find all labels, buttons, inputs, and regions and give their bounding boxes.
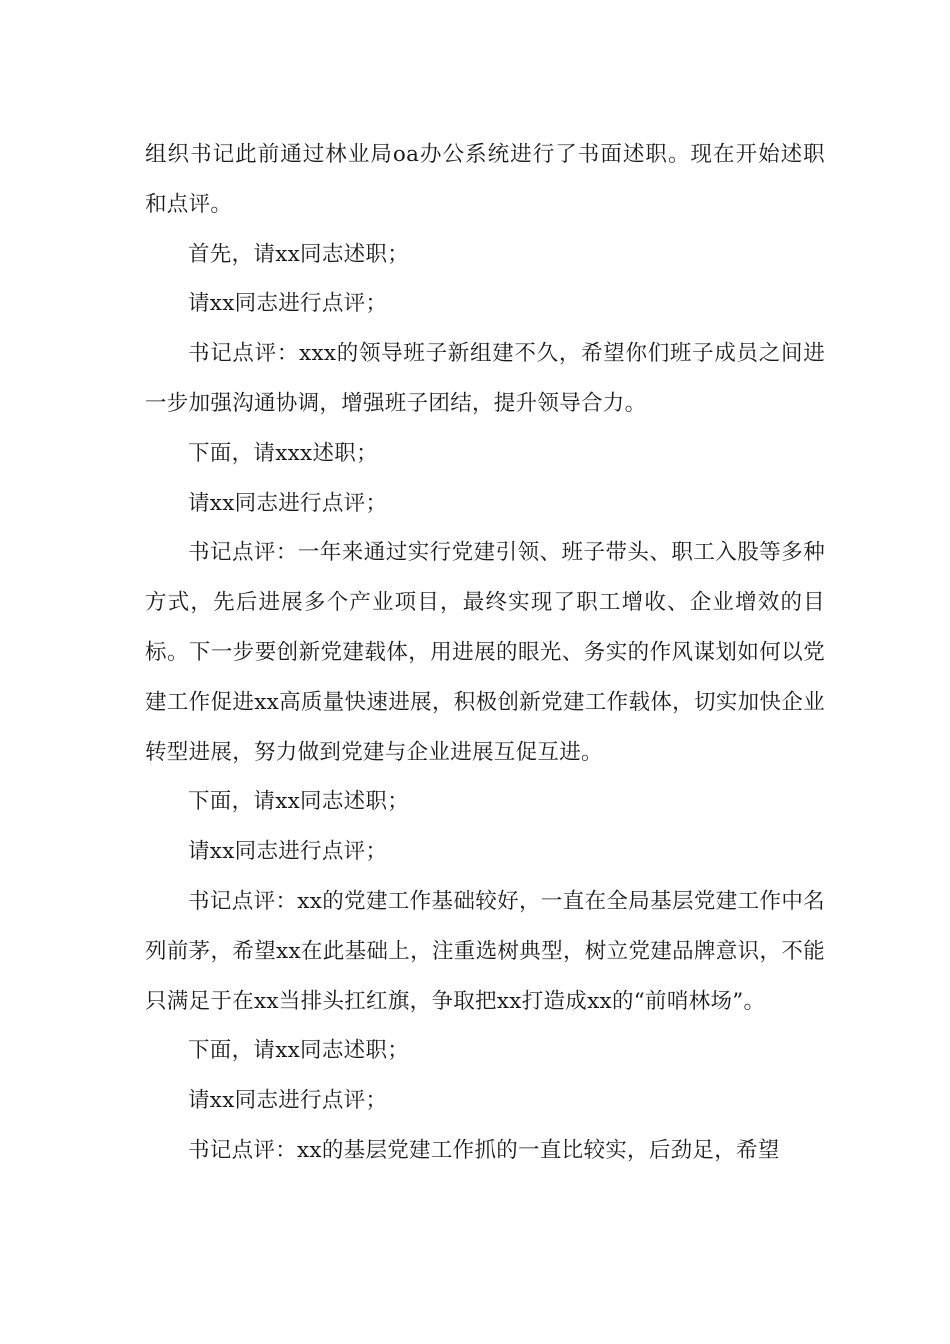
paragraph-7: 书记点评：一年来通过实行党建引领、班子带头、职工入股等多种方式，先后进展多个产业项目，最终实现了职工增收、企业增效的目标。下一步要创新党建载体，用进展的眼光、务实的作风谋划如何以党建工作促进xx高质量快速进展，积极创新党建工作载体，切实加快企业转型进展，努力做到党建与企业进展互促互进。	[145, 540, 825, 765]
paragraph-10: 书记点评：xx的党建工作基础较好，一直在全局基层党建工作中名列前茅，希望xx在此基础上，注重选树典型，树立党建品牌意识，不能只满足于在xx当排头扛红旗，争取把xx打造成xx的“前哨林场”。	[145, 888, 825, 1014]
paragraph-13: 书记点评：xx的基层党建工作抓的一直比较实，后劲足，希望	[188, 1137, 780, 1163]
paragraph-4: 书记点评：xxx的领导班子新组建不久，希望你们班子成员之间进一步加强沟通协调，增强班子团结，提升领导合力。	[145, 341, 825, 416]
paragraph-11: 下面，请xx同志述职；	[188, 1038, 410, 1064]
paragraph-6: 请xx同志进行点评；	[188, 490, 388, 516]
paragraph-12: 请xx同志进行点评；	[188, 1088, 388, 1114]
paragraph-5: 下面，请xxx述职；	[188, 440, 378, 466]
document-body	[145, 130, 825, 1176]
paragraph-1: 组织书记此前通过林业局oa办公系统进行了书面述职。现在开始述职和点评。	[145, 142, 825, 217]
paragraph-3: 请xx同志进行点评；	[188, 291, 388, 317]
paragraph-9: 请xx同志进行点评；	[188, 839, 388, 865]
paragraph-8: 下面，请xx同志述职；	[188, 789, 410, 815]
paragraph-2: 首先，请xx同志述职；	[188, 241, 410, 267]
